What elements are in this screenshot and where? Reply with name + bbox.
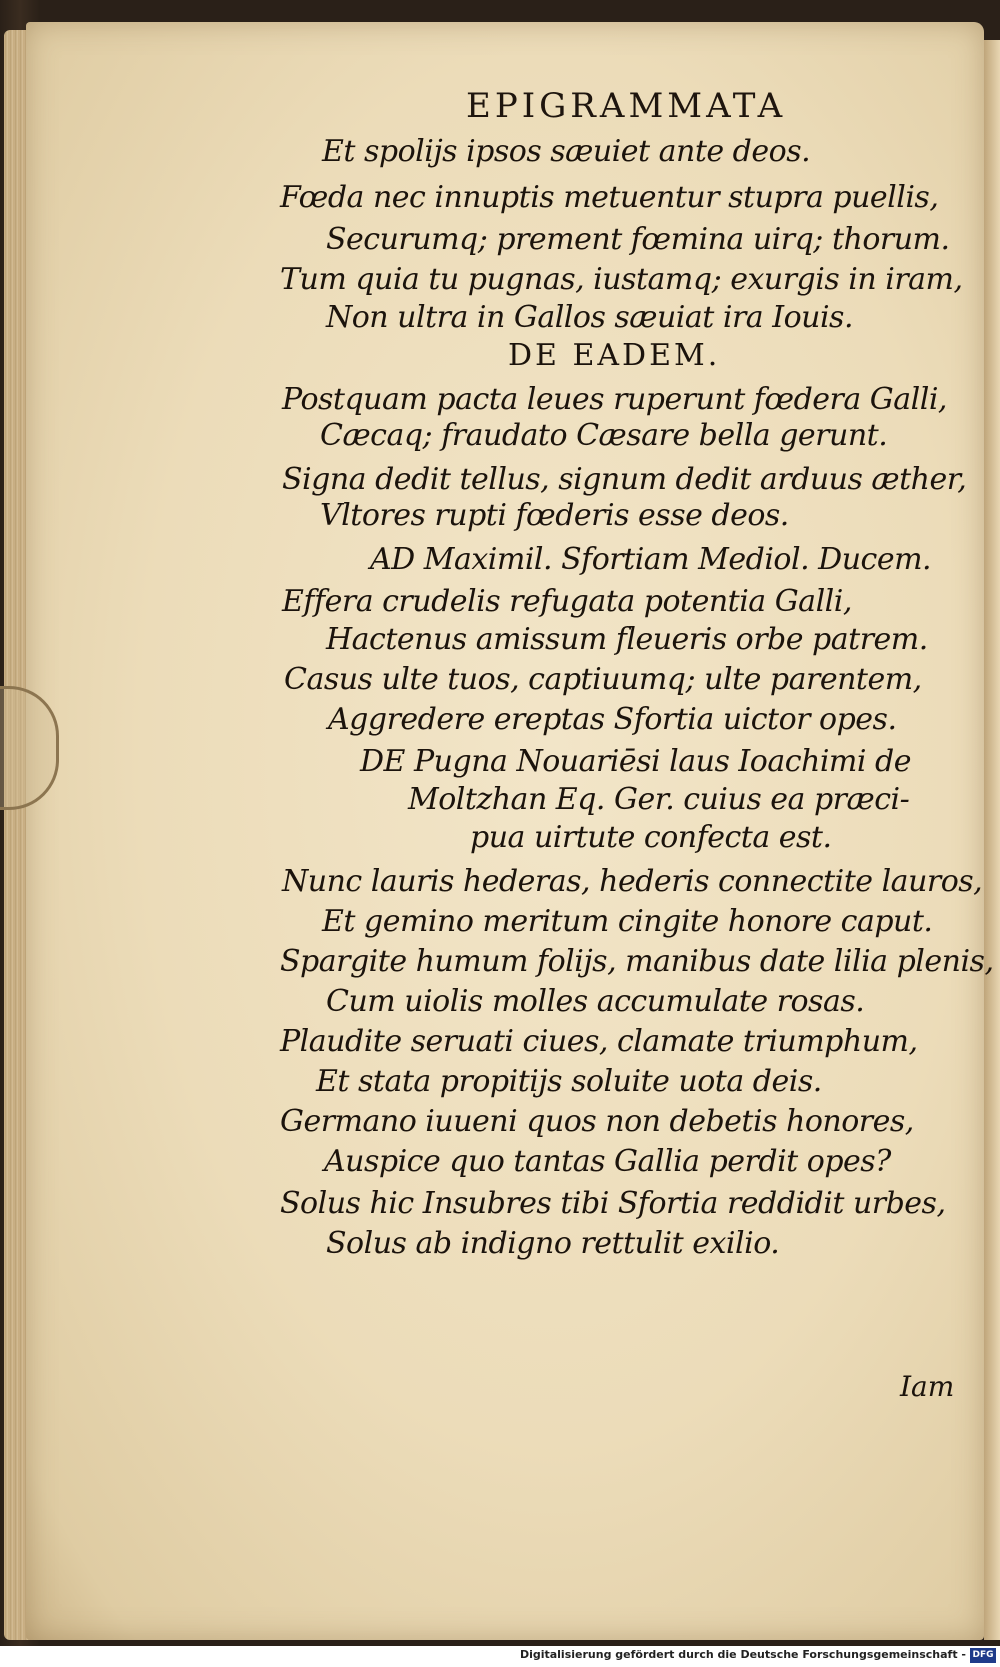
verse-line: Auspice quo tantas Gallia perdit opes?	[324, 1144, 891, 1179]
verse-line: Et gemino meritum cingite honore caput.	[322, 904, 933, 939]
section-heading: AD Maximil. Sfortiam Mediol. Ducem.	[370, 542, 932, 577]
verse-line: Casus ulte tuos, captiuumq; ulte parentem,	[284, 662, 922, 697]
running-head: EPIGRAMMATA	[466, 86, 787, 126]
section-heading: Moltzhan Eq. Ger. cuius ea præci-	[408, 782, 910, 817]
section-heading: pua uirtute confecta est.	[470, 820, 832, 855]
verse-line: Solus ab indigno rettulit exilio.	[326, 1226, 780, 1261]
verse-line: Solus hic Insubres tibi Sfortia reddidit urbes,	[280, 1186, 946, 1221]
catchword: Iam	[900, 1370, 955, 1403]
verse-line: Non ultra in Gallos sæuiat ira Iouis.	[326, 300, 853, 335]
verse-line: Nunc lauris hederas, hederis connectite lauros,	[282, 864, 983, 899]
verse-line: Cæcaq; fraudato Cæsare bella gerunt.	[320, 418, 888, 453]
funding-credit: Digitalisierung gefördert durch die Deutsche Forschungsgemeinschaft -	[519, 1648, 966, 1661]
verse-line: Plaudite seruati ciues, clamate triumphum,	[280, 1024, 918, 1059]
verse-line: Spargite humum folijs, manibus date lilia plenis,	[280, 944, 994, 979]
verse-line: Aggredere ereptas Sfortia uictor opes.	[328, 702, 897, 737]
verse-line: Tum quia tu pugnas, iustamq; exurgis in iram,	[280, 262, 963, 297]
verse-line: Hactenus amissum fleueris orbe patrem.	[326, 622, 928, 657]
section-heading: DE Pugna Nouariēsi laus Ioachimi de	[360, 744, 911, 779]
verse-line: Signa dedit tellus, signum dedit arduus æther,	[282, 462, 967, 497]
verse-line: Fœda nec innuptis metuentur stupra puellis,	[280, 180, 939, 215]
verse-line: Et stata propitijs soluite uota deis.	[316, 1064, 822, 1099]
adjacent-page-edge	[984, 40, 1000, 1640]
dfg-logo: DFG	[970, 1648, 996, 1663]
verse-line: Et spolijs ipsos sæuiet ante deos.	[322, 134, 811, 169]
verse-line: Postquam pacta leues ruperunt fœdera Galli,	[282, 382, 947, 417]
verse-line: Germano iuueni quos non debetis honores,	[280, 1104, 914, 1139]
section-heading: DE EADEM.	[508, 338, 721, 373]
verse-line: Securumq; prement fœmina uirq; thorum.	[326, 222, 950, 257]
verse-line: Vltores rupti fœderis esse deos.	[320, 498, 789, 533]
verse-line: Effera crudelis refugata potentia Galli,	[282, 584, 852, 619]
verse-line: Cum uiolis molles accumulate rosas.	[326, 984, 865, 1019]
